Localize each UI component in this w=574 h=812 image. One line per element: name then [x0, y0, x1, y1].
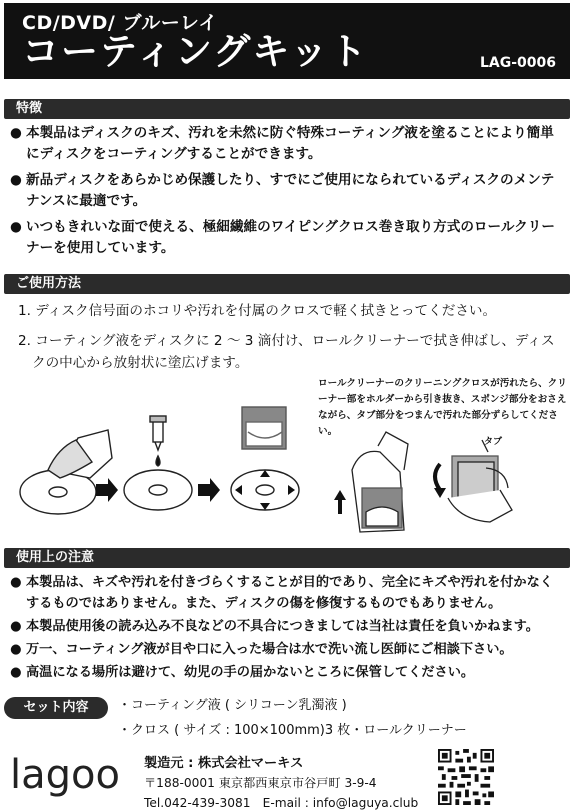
set-contents-label: セット内容 [4, 697, 108, 719]
roll-cleaner-pull-illustration [352, 432, 408, 532]
set-item: ・ クロス ( サイズ : 100×100mm)3 枚・ロールクリーナー [118, 718, 467, 743]
usage-step-1: 1. ディスク信号面のホコリや汚れを付属のクロスで軽く拭きとってください。 [18, 303, 497, 319]
usage-heading: ご使用方法 [4, 274, 570, 294]
qr-code-icon [438, 748, 494, 806]
feature-item: ● 新品ディスクをあらかじめ保護したり、すでにご使用になられているディスクのメンテナンスに最適です。 [10, 170, 566, 212]
note-item: ● 万一、コーティング液が目や口に入った場合は水で洗い流し医師にご相談下さい。 [10, 639, 566, 660]
roll-cleaner-tab-illustration [448, 440, 512, 522]
product-title: コーティングキット [22, 30, 369, 73]
note-item: ● 本製品は、キズや汚れを付きづらくすることが目的であり、完全にキズや汚れを付かなくするものではありません。また、ディスクの傷を修復するものでもありません。 [10, 572, 566, 614]
note-item: ● 高温になる場所は避けて、幼児の手の届かないところに保管してください。 [10, 662, 566, 683]
disc-drop-illustration [124, 416, 192, 510]
brand-logo: lagoo [10, 752, 120, 798]
roll-cleaner-note: ロールクリーナーのクリーニングクロスが汚れたら、クリーナー部をホルダーから引き抜き、スポンジ部分をおさえながら、タブ部分をつまんで汚れた部分ずらしてください。 [318, 378, 567, 437]
set-item: ・ コーティング液 ( シリコーン乳濁液 ) [118, 693, 467, 718]
note-item: ● 本製品使用後の読み込み不良などの不具合につきましては当社は責任を負いかねます。 [10, 616, 566, 637]
radial-arrows-icon [235, 470, 295, 510]
notes-list [10, 572, 566, 685]
set-contents-list [118, 693, 467, 743]
maker-contact: Tel.042-439-3081 E-mail : info@laguya.club [144, 796, 419, 810]
arrow-up-icon [334, 490, 346, 514]
curved-arrow-icon [435, 464, 440, 490]
disc-wipe-illustration [20, 430, 112, 514]
features-heading: 特徴 [4, 99, 570, 119]
feature-item: ● いつもきれいな面で使える、極細繊維のワイピングクロス巻き取り方式のロールクリーナーを使用しています。 [10, 217, 566, 259]
feature-item: ● 本製品はディスクのキズ、汚れを未然に防ぐ特殊コーティング液を塗ることにより簡単にディスクをコーティングすることができます。 [10, 123, 566, 165]
arrow-right-icon [198, 478, 220, 502]
arrow-right-icon [96, 478, 118, 502]
maker-address: 〒188-0001 東京都西東京市谷戸町 3-9-4 [144, 776, 377, 790]
disc-spread-illustration [231, 407, 299, 510]
tab-label: タブ [484, 437, 503, 447]
usage-step-2: 2. コーティング液をディスクに 2 ～ 3 滴付け、ロールクリーナーで拭き伸ばし、ディスクの中心から放射状に塗広げます。 [18, 333, 555, 371]
model-number: LAG-0006 [479, 55, 556, 71]
maker-name: 製造元 : 株式会社マーキス [144, 756, 304, 771]
product-subtitle: CD/DVD/ ブルーレイ [22, 12, 218, 34]
notes-heading: 使用上の注意 [4, 548, 570, 568]
